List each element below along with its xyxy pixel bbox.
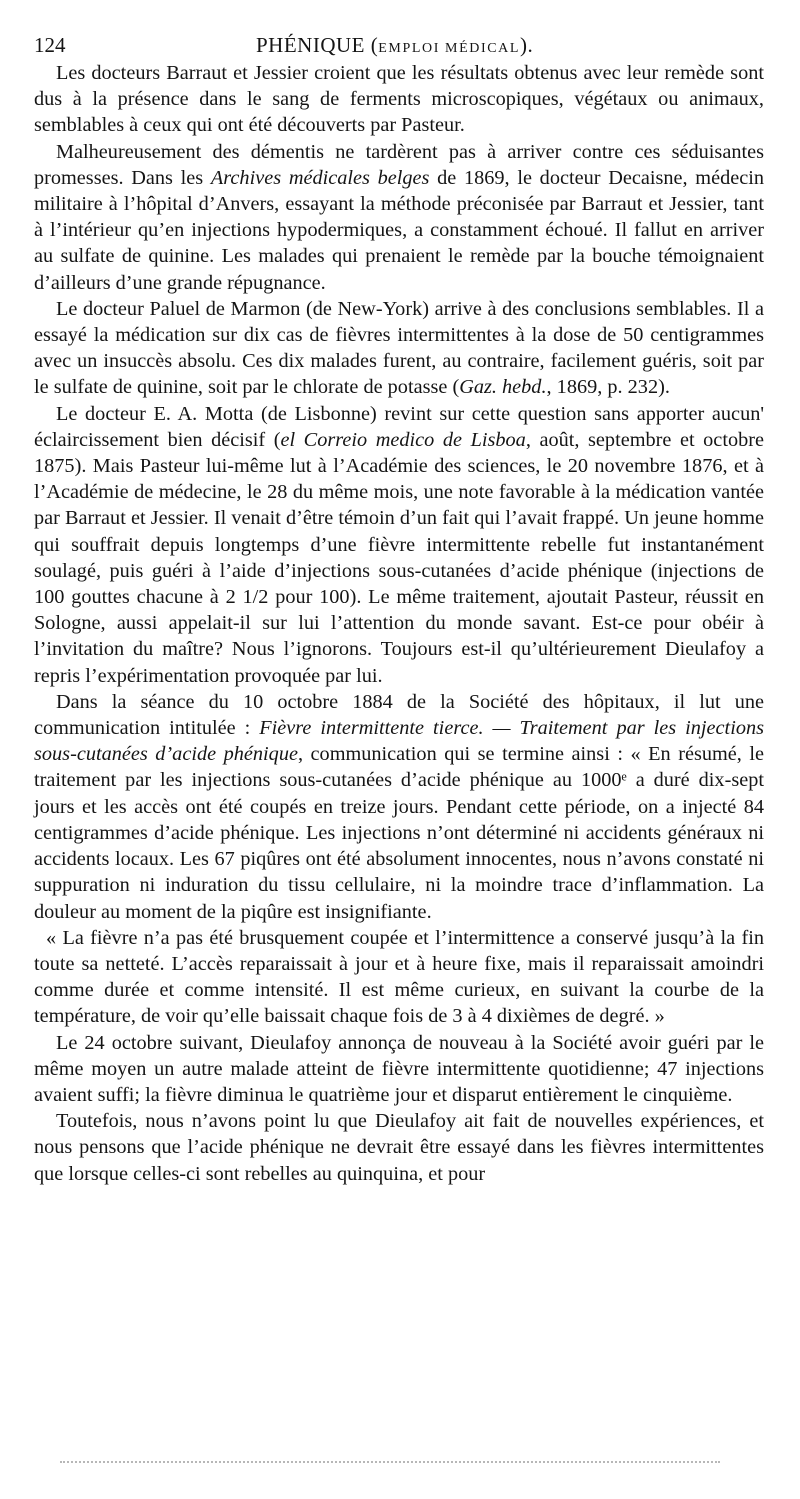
running-title-paren-open: ( <box>365 33 379 57</box>
text-run: Le docteur E. A. Motta (de Lisbonne) revint sur cette question sans apporter aucun' éclaircissement bien décisif ( <box>34 402 764 451</box>
paragraph <box>34 925 764 1030</box>
paragraph <box>34 60 764 139</box>
paragraph <box>34 689 764 925</box>
paragraph <box>34 1030 764 1109</box>
paragraph <box>34 139 764 296</box>
paragraph <box>34 1108 764 1187</box>
paragraph <box>34 296 764 401</box>
text-run: , communication qui se termine ainsi : « En résumé, le traitement par les injections sous-cutanées d’acide phénique au 1000ᵉ a duré dix-sept jours et les accès ont été coupés en treize jours. Pendant cette période, on a injecté 84 centigrammes d’acide phénique. Les injections n’ont déterminé ni accidents généraux ni accidents locaux. Les 67 piqûres ont été absolument innocentes, nous n’avons constaté ni suppuration ni induration du tissu cellulaire, ni la moindre trace d’inflammation. La douleur au moment de la piqûre est insignifiante. <box>34 743 764 923</box>
text-run: Toutefois, nous n’avons point lu que Dieulafoy ait fait de nouvelles expériences, et nous pensons que l’acide phénique ne devrait être essayé dans les fièvres intermittentes que lorsque celles-ci sont rebelles au quinquina, et pour <box>34 1110 764 1185</box>
faint-footer-rule <box>60 1461 720 1463</box>
italic-text: el Correio medico de Lisboa <box>280 428 526 451</box>
text-run: Dans la séance du 10 octobre 1884 de la Société des hôpitaux, il lut une communication intitulée : <box>34 690 764 740</box>
running-title-subtitle: EMPLOI MÉDICAL <box>378 41 521 56</box>
paragraph <box>34 401 764 689</box>
italic-text: Archives médicales belges <box>210 166 430 189</box>
text-run: « La fièvre n’a pas été brusquement coupée et l’intermittence a conservé jusqu’à la fin toute sa netteté. L’accès reparaissait à jour et à heure fixe, mais il reparaissait amoindri comme durée et comme intensité. Il est même curieux, en suivant la courbe de la température, de voir qu’elle baissait chaque fois de 3 à 4 dixièmes de degré. » <box>34 926 764 1028</box>
italic-text: Gaz. hebd. <box>459 376 547 399</box>
text-run: Malheureusement des démentis ne tardèrent pas à arriver contre ces séduisantes promesses. Dans les <box>34 140 764 189</box>
text-run: Le docteur Paluel de Marmon (de New-York) arrive à des conclusions semblables. Il a essayé la médication sur dix cas de fièvres intermittentes à la dose de 50 centigrammes avec un insuccès absolu. Ces dix malades furent, au contraire, facilement guéris, soit par le sulfate de quinine, soit par le chlorate de potasse ( <box>34 297 764 399</box>
page-number: 124 <box>34 33 66 57</box>
body-text <box>34 60 764 1187</box>
text-run: , août, septembre et octobre 1875). Mais Pasteur lui-même lut à l’Académie des sciences, le 20 novembre 1876, et à l’Académie de médecine, le 28 du même mois, une note favorable à la médication vantée par Barraut et Jessier. Il venait d’être témoin d’un fait qui l’avait frappé. Un jeune homme qui souffrait depuis longtemps d’une fièvre intermittente rebelle fut instantanément soulagé, puis guéri à l’aide d’injections sous-cutanées d’acide phénique (injections de 100 gouttes chacune à 2 1/2 pour 100). Le même traitement, ajoutait Pasteur, réussit en Sologne, aussi appelait-il sur lui l’attention du monde savant. Est-ce pour obéir à l’invitation du maître? Nous l’ignorons. Toujours est-il qu’ultérieurement Dieulafoy a repris l’expérimentation provoquée par lui. <box>34 428 764 687</box>
running-title-paren-close: ). <box>520 33 534 57</box>
italic-text: Fièvre intermittente tierce. — Traitement par les injections sous-cutanées d’acide phénique <box>34 717 764 766</box>
text-run: , 1869, p. 232). <box>546 376 670 399</box>
running-title <box>256 30 533 64</box>
text-run: Les docteurs Barraut et Jessier croient que les résultats obtenus avec leur remède sont dus à la présence dans le sang de ferments microscopiques, végétaux ou animaux, semblables à ceux qui ont été découverts par Pasteur. <box>34 62 764 137</box>
book-page <box>34 30 764 1187</box>
running-title-main: PHÉNIQUE <box>256 33 365 57</box>
text-run: de 1869, le docteur Decaisne, médecin militaire à l’hôpital d’Anvers, essayant la méthode préconisée par Barraut et Jessier, tant à l’intérieur qu’en injections hypodermiques, a constamment échoué. Il fallut en arriver au sulfate de quinine. Les malades qui prenaient le remède par la bouche témoignaient d’ailleurs d’une grande répugnance. <box>34 166 765 294</box>
page-header <box>34 30 764 60</box>
text-run: Le 24 octobre suivant, Dieulafoy annonça de nouveau à la Société avoir guéri par le même moyen un autre malade atteint de fièvre intermittente quotidienne; 47 injections avaient suffi; la fièvre diminua le quatrième jour et disparut entièrement le cinquième. <box>34 1031 764 1106</box>
